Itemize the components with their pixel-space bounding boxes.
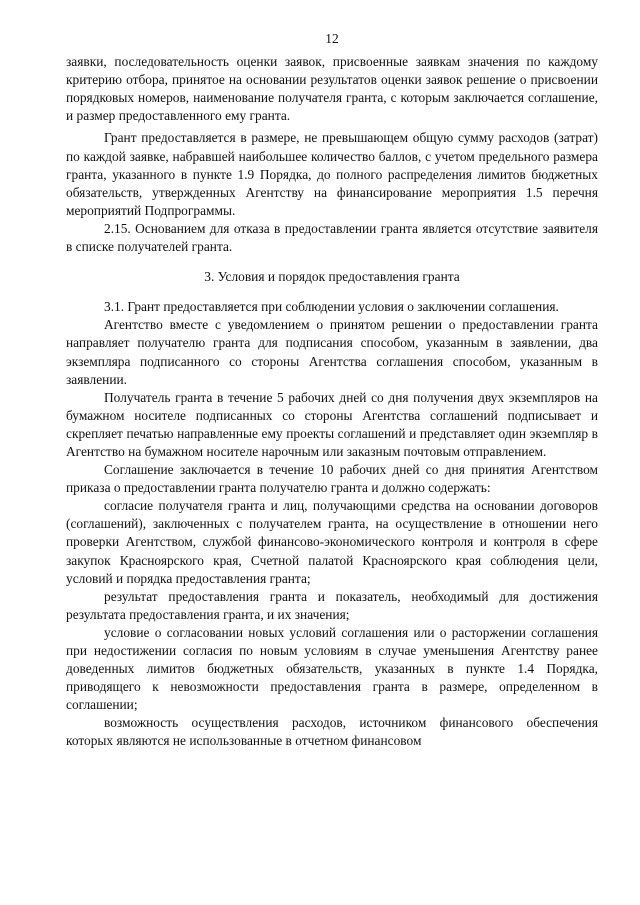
paragraph-continuation: заявки, последовательность оценки заявок, присвоенные заявкам значения по каждому критерию отбора, принятое на основании результатов оценки заявок решение о присвоении порядковых номеров, наименование получателя гранта, с которым заключается соглашение, и размер предоставленного ему гранта. xyxy=(66,54,598,124)
paragraph-agency-notice: Агентство вместе с уведомлением о принятом решении о предоставлении гранта направляет получателю гранта для подписания способом, указанным в заявлении, два экземпляра подписанного со стороны Агентства соглашения способом, указанным в заявлении. xyxy=(66,317,598,387)
list-item-new-conditions: условие о согласовании новых условий соглашения или о расторжении соглашения при недостижении согласия по новым условиям в случае уменьшения Агентству ранее доведенных лимитов бюджетных обязательств, указанных в пункте 1.4 Порядка, приводящего к невозможности предоставления гранта в размере, определенном в соглашении; xyxy=(66,624,598,713)
page-number: 12 xyxy=(325,31,339,46)
paragraph-recipient-signs: Получатель гранта в течение 5 рабочих дней со дня получения двух экземпляров на бумажном носителе подписанных со стороны Агентства соглашений подписывает и скрепляет печатью направленные ему проекты соглашений и представляет один экземпляр в Агентство на бумажном носителе нарочным или заказным почтовым отправлением. xyxy=(66,389,598,459)
list-item-consent: согласие получателя гранта и лиц, получающими средства на основании договоров (соглашений), заключенных с получателем гранта, на осуществление в отношении него проверки Агентством, службой финансово-экономического контроля и контроля в сфере закупок Красноярского края, Счетной палатой Красноярского края соблюдения цели, условий и порядка предоставления гранта; xyxy=(66,498,598,586)
list-item-result: результат предоставления гранта и показатель, необходимый для достижения результата предоставления гранта, и их значения; xyxy=(66,588,598,622)
paragraph-agreement-terms: Соглашение заключается в течение 10 рабочих дней со дня принятия Агентством приказа о предоставлении гранта получателю гранта и должно содержать: xyxy=(66,462,598,496)
list-item-expenses: возможность осуществления расходов, источником финансового обеспечения которых являются не использованные в отчетном финансовом xyxy=(66,715,598,749)
paragraph-grant-size: Грант предоставляется в размере, не превышающем общую сумму расходов (затрат) по каждой заявке, набравшей наибольшее количество баллов, с учетом предельного размера гранта, указанного в пункте 1.9 Порядка, до полного распределения лимитов бюджетных обязательств, утвержденных Агентству на финансирование мероприятия 1.5 перечня мероприятий Подпрограммы. xyxy=(66,130,598,218)
paragraph-2-15: 2.15. Основанием для отказа в предоставлении гранта является отсутствие заявителя в списке получателей гранта. xyxy=(66,220,598,255)
section-heading: 3. Условия и порядок предоставления гранта xyxy=(204,269,460,285)
paragraph-3-1: 3.1. Грант предоставляется при соблюдении условия о заключении соглашения. xyxy=(104,299,559,315)
